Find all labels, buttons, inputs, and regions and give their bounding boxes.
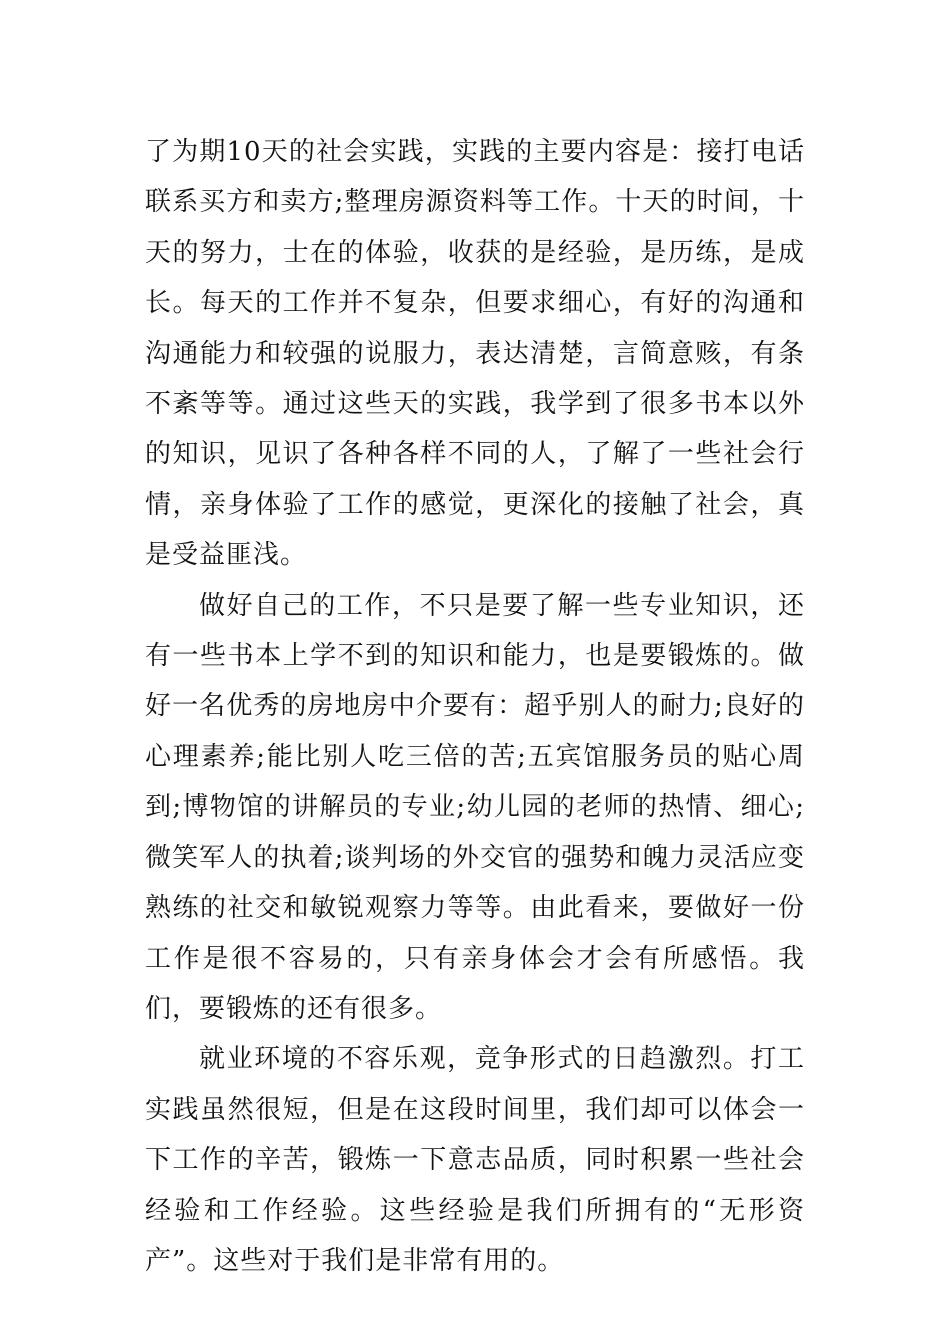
paragraph-employment-environment: 就业环境的不容乐观，竞争形式的日趋激烈。打工实践虽然很短，但是在这段时间里，我们却可以体会一下工作的辛苦，锻炼一下意志品质，同时积累一些社会经验和工作经验。这些经验是我们所拥有的“无形资产”。这些对于我们是非常有用的。 [145,1044,805,1276]
paragraph-work-requirements: 做好自己的工作，不只是要了解一些专业知识，还有一些书本上学不到的知识和能力，也是要锻炼的。做好一名优秀的房地房中介要有：超乎别人的耐力;良好的心理素养;能比别人吃三倍的苦;五宾馆服务员的贴心周到;博物馆的讲解员的专业;幼儿园的老师的热情、细心;微笑军人的执着;谈判场的外交官的强势和魄力灵活应变熟练的社交和敏锐观察力等等。由此看来，要做好一份工作是很不容易的，只有亲身体会才会有所感悟。我们，要锻炼的还有很多。 [145,590,805,1024]
paragraph-continued: 了为期10天的社会实践，实践的主要内容是：接打电话联系买方和卖方;整理房源资料等工作。十天的时间，十天的努力，士在的体验，收获的是经验，是历练，是成长。每天的工作并不复杂，但要求细心，有好的沟通和沟通能力和较强的说服力，表达清楚，言简意赅，有条不紊等等。通过这些天的实践，我学到了很多书本以外的知识，见识了各种各样不同的人，了解了一些社会行情，亲身体验了工作的感觉，更深化的接触了社会，真是受益匪浅。 [145,137,805,571]
document-body [145,127,805,1286]
